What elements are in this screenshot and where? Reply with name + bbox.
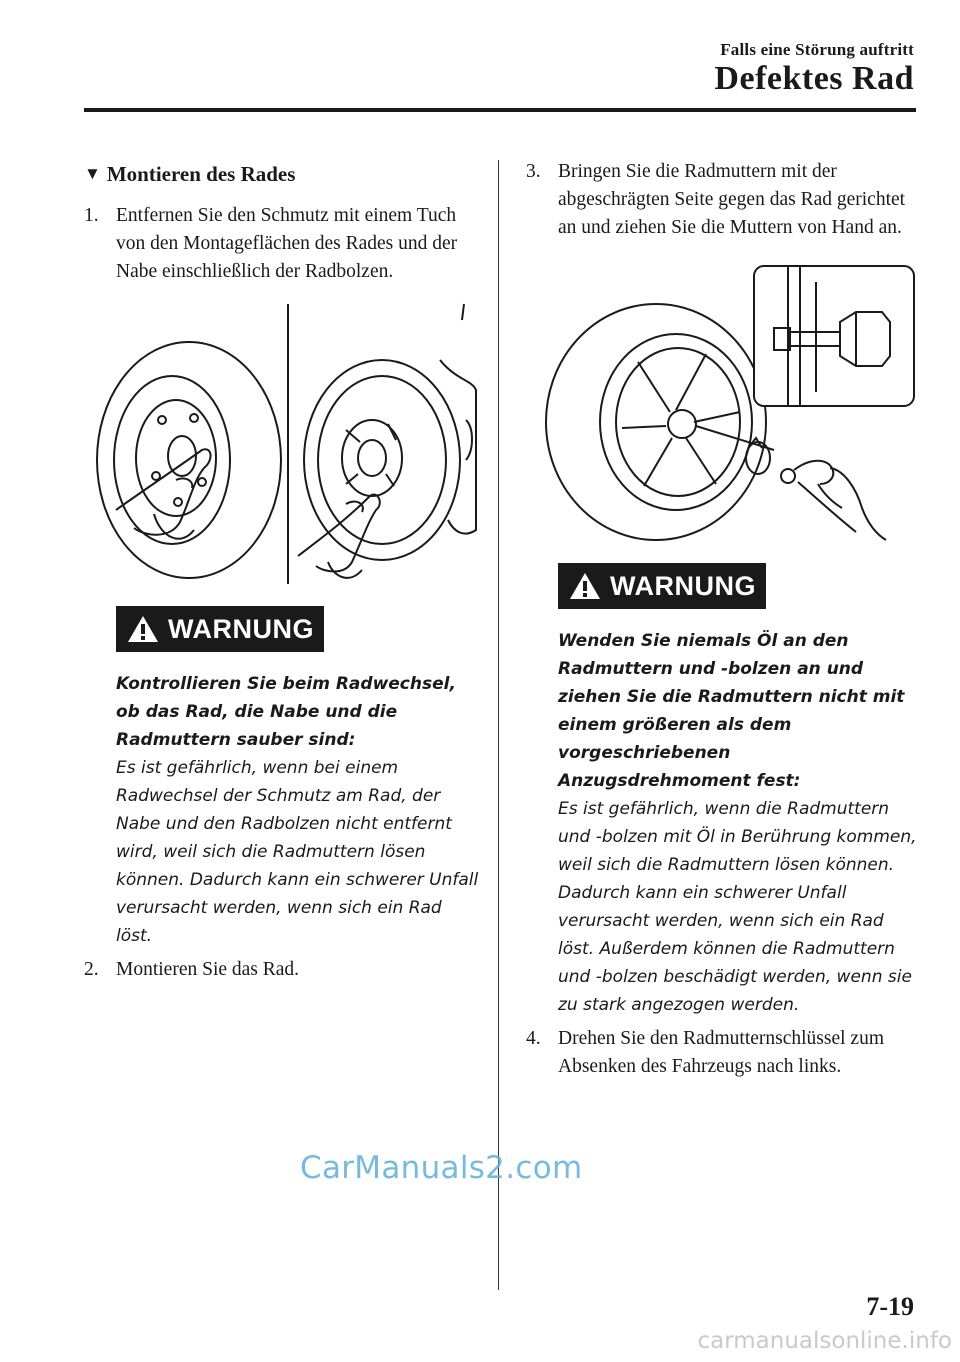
- warning-box-1: [116, 606, 480, 950]
- warning-body: Es ist gefährlich, wenn bei einem Radwechsel der Schmutz am Rad, der Nabe und den Radbolzen nicht entfernt wird, weil sich die Radmuttern lösen können. Dadurch kann ein schwerer Unfall verursacht werden, wenn sich ein Rad löst.: [116, 758, 479, 946]
- warning-triangle-icon: [568, 571, 602, 601]
- step-text: Bringen Sie die Radmuttern mit der abgeschrägten Seite gegen das Rad gerichtet an und ziehen Sie die Muttern von Hand an.: [558, 161, 906, 238]
- footer-watermark: carmanualsonline.info: [697, 1328, 952, 1354]
- wheel-nut-illustration: [526, 262, 918, 542]
- right-column: [526, 158, 918, 1089]
- warning-triangle-icon: [126, 614, 160, 644]
- watermark: CarManuals2.com: [300, 1150, 583, 1186]
- step-number: 1.: [84, 205, 99, 226]
- warning-heading: Wenden Sie niemals Öl an den Radmuttern und -bolzen an und ziehen Sie die Radmuttern nicht mit einem größeren als dem vorgeschriebenen Anzugsdrehmoment fest:: [558, 631, 905, 791]
- section-heading-text: Montieren des Rades: [106, 162, 296, 186]
- step-text: Drehen Sie den Radmutternschlüssel zum Absenken des Fahrzeugs nach links.: [558, 1028, 885, 1077]
- warning-label: WARNUNG: [610, 570, 756, 601]
- page-title: Defektes Rad: [714, 60, 914, 97]
- warning-badge: [558, 563, 766, 609]
- warning-box-2: [558, 563, 918, 1019]
- step-number: 2.: [84, 959, 99, 980]
- column-divider: [498, 160, 499, 1290]
- step-number: 4.: [526, 1028, 541, 1049]
- section-heading: [84, 158, 480, 190]
- wheel-cleaning-illustration: [84, 300, 480, 585]
- warning-text: [116, 670, 480, 950]
- left-column: [84, 158, 480, 992]
- step-text: Montieren Sie das Rad.: [116, 959, 300, 980]
- warning-heading: Kontrollieren Sie beim Radwechsel, ob das Rad, die Nabe und die Radmuttern sauber sind:: [116, 674, 456, 750]
- cleaning-illustration: [84, 300, 480, 590]
- warning-text: [558, 627, 918, 1019]
- step-3: [526, 158, 918, 242]
- triangle-down-icon: ▼: [84, 164, 101, 183]
- warning-label: WARNUNG: [168, 613, 314, 644]
- step-number: 3.: [526, 161, 541, 182]
- nut-mounting-illustration: [526, 262, 918, 547]
- page-number: 7-19: [866, 1292, 914, 1321]
- warning-badge: [116, 606, 324, 652]
- header-rule: [84, 108, 916, 112]
- step-2: [84, 956, 480, 984]
- warning-body: Es ist gefährlich, wenn die Radmuttern und -bolzen mit Öl in Berührung kommen, weil sich die Radmuttern lösen können. Dadurch kann ein schwerer Unfall verursacht werden, wenn sich ein Rad löst. Außerdem können die Radmuttern und -bolzen beschädigt werden, wenn sie zu stark angezogen werden.: [558, 799, 917, 1015]
- step-1: [84, 202, 480, 286]
- chapter-title: Falls eine Störung auftritt: [720, 40, 914, 59]
- step-4: [526, 1025, 918, 1081]
- step-text: Entfernen Sie den Schmutz mit einem Tuch von den Montageflächen des Rades und der Nabe einschließlich der Radbolzen.: [116, 205, 458, 282]
